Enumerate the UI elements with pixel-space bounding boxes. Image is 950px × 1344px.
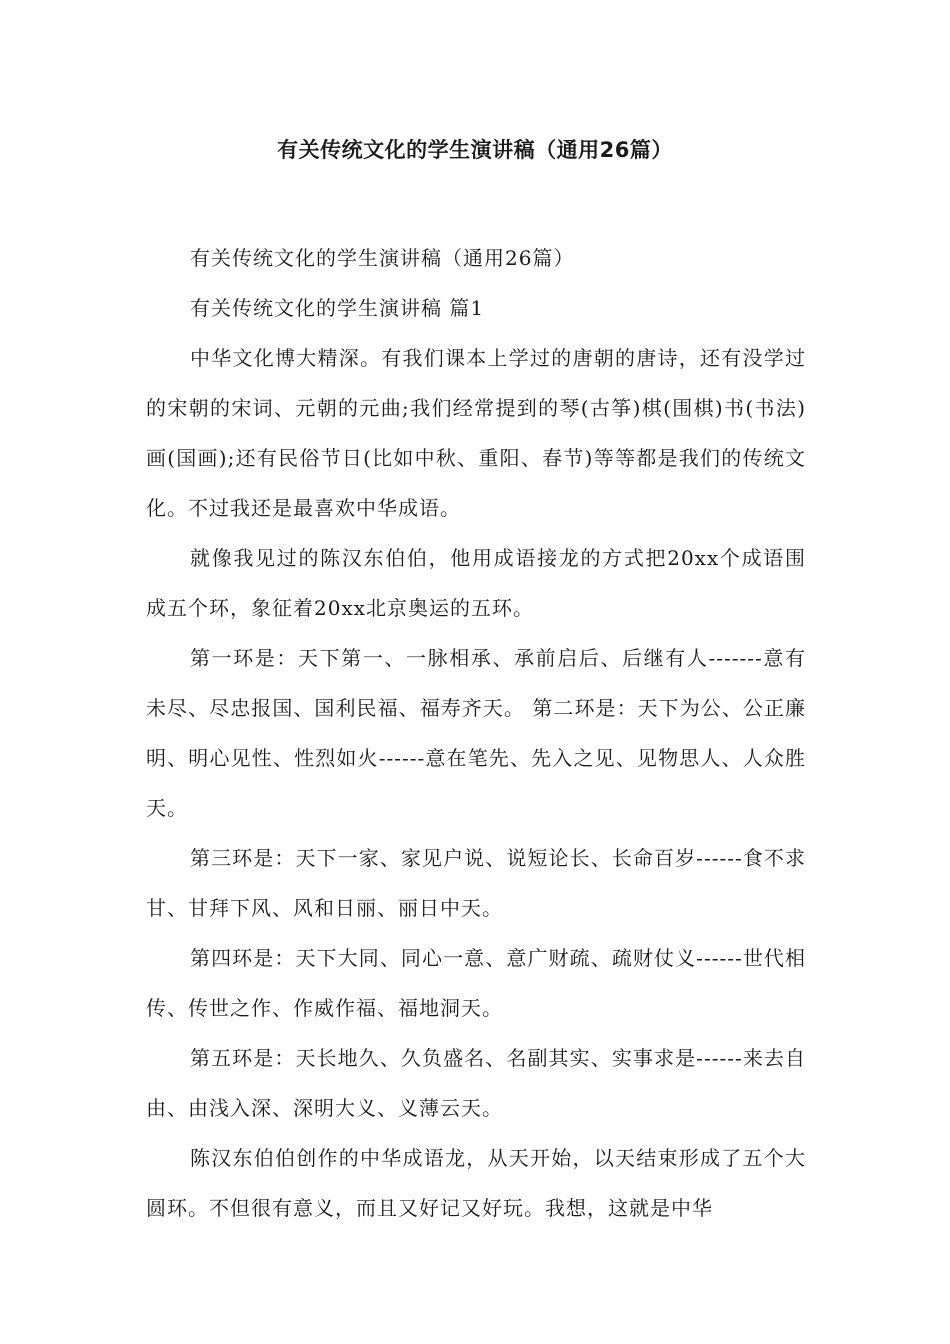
subtitle-paragraph: 有关传统文化的学生演讲稿（通用26篇） [190,246,575,270]
document-title: 有关传统文化的学生演讲稿（通用26篇） [277,138,673,162]
section-heading: 有关传统文化的学生演讲稿 篇1 [190,296,485,320]
document-body [146,233,806,1233]
body-paragraph: 陈汉东伯伯创作的中华成语龙，从天开始，以天结束形成了五个大圆环。不但很有意义，而且又好记又好玩。我想，这就是中华 [146,1146,806,1220]
body-paragraph: 第四环是：天下大同、同心一意、意广财疏、疏财仗义------世代相传、传世之作、作威作福、福地洞天。 [146,946,806,1020]
body-paragraph: 第一环是：天下第一、一脉相承、承前启后、后继有人-------意有未尽、尽忠报国、国利民福、福寿齐天。 第二环是：天下为公、公正廉明、明心见性、性烈如火------意在笔先、先入之见、见物思人、人众胜天。 [146,646,806,820]
body-paragraph: 中华文化博大精深。有我们课本上学过的唐朝的唐诗，还有没学过的宋朝的宋词、元朝的元曲;我们经常提到的琴(古筝)棋(围棋)书(书法)画(国画);还有民俗节日(比如中秋、重阳、春节)等等都是我们的传统文化。不过我还是最喜欢中华成语。 [146,346,806,520]
body-paragraph: 就像我见过的陈汉东伯伯，他用成语接龙的方式把20xx个成语围成五个环，象征着20xx北京奥运的五环。 [146,546,806,620]
body-paragraph: 第五环是：天长地久、久负盛名、名副其实、实事求是------来去自由、由浅入深、深明大义、义薄云天。 [146,1046,806,1120]
body-paragraph: 第三环是：天下一家、家见户说、说短论长、长命百岁------食不求甘、甘拜下风、风和日丽、丽日中天。 [146,846,806,920]
